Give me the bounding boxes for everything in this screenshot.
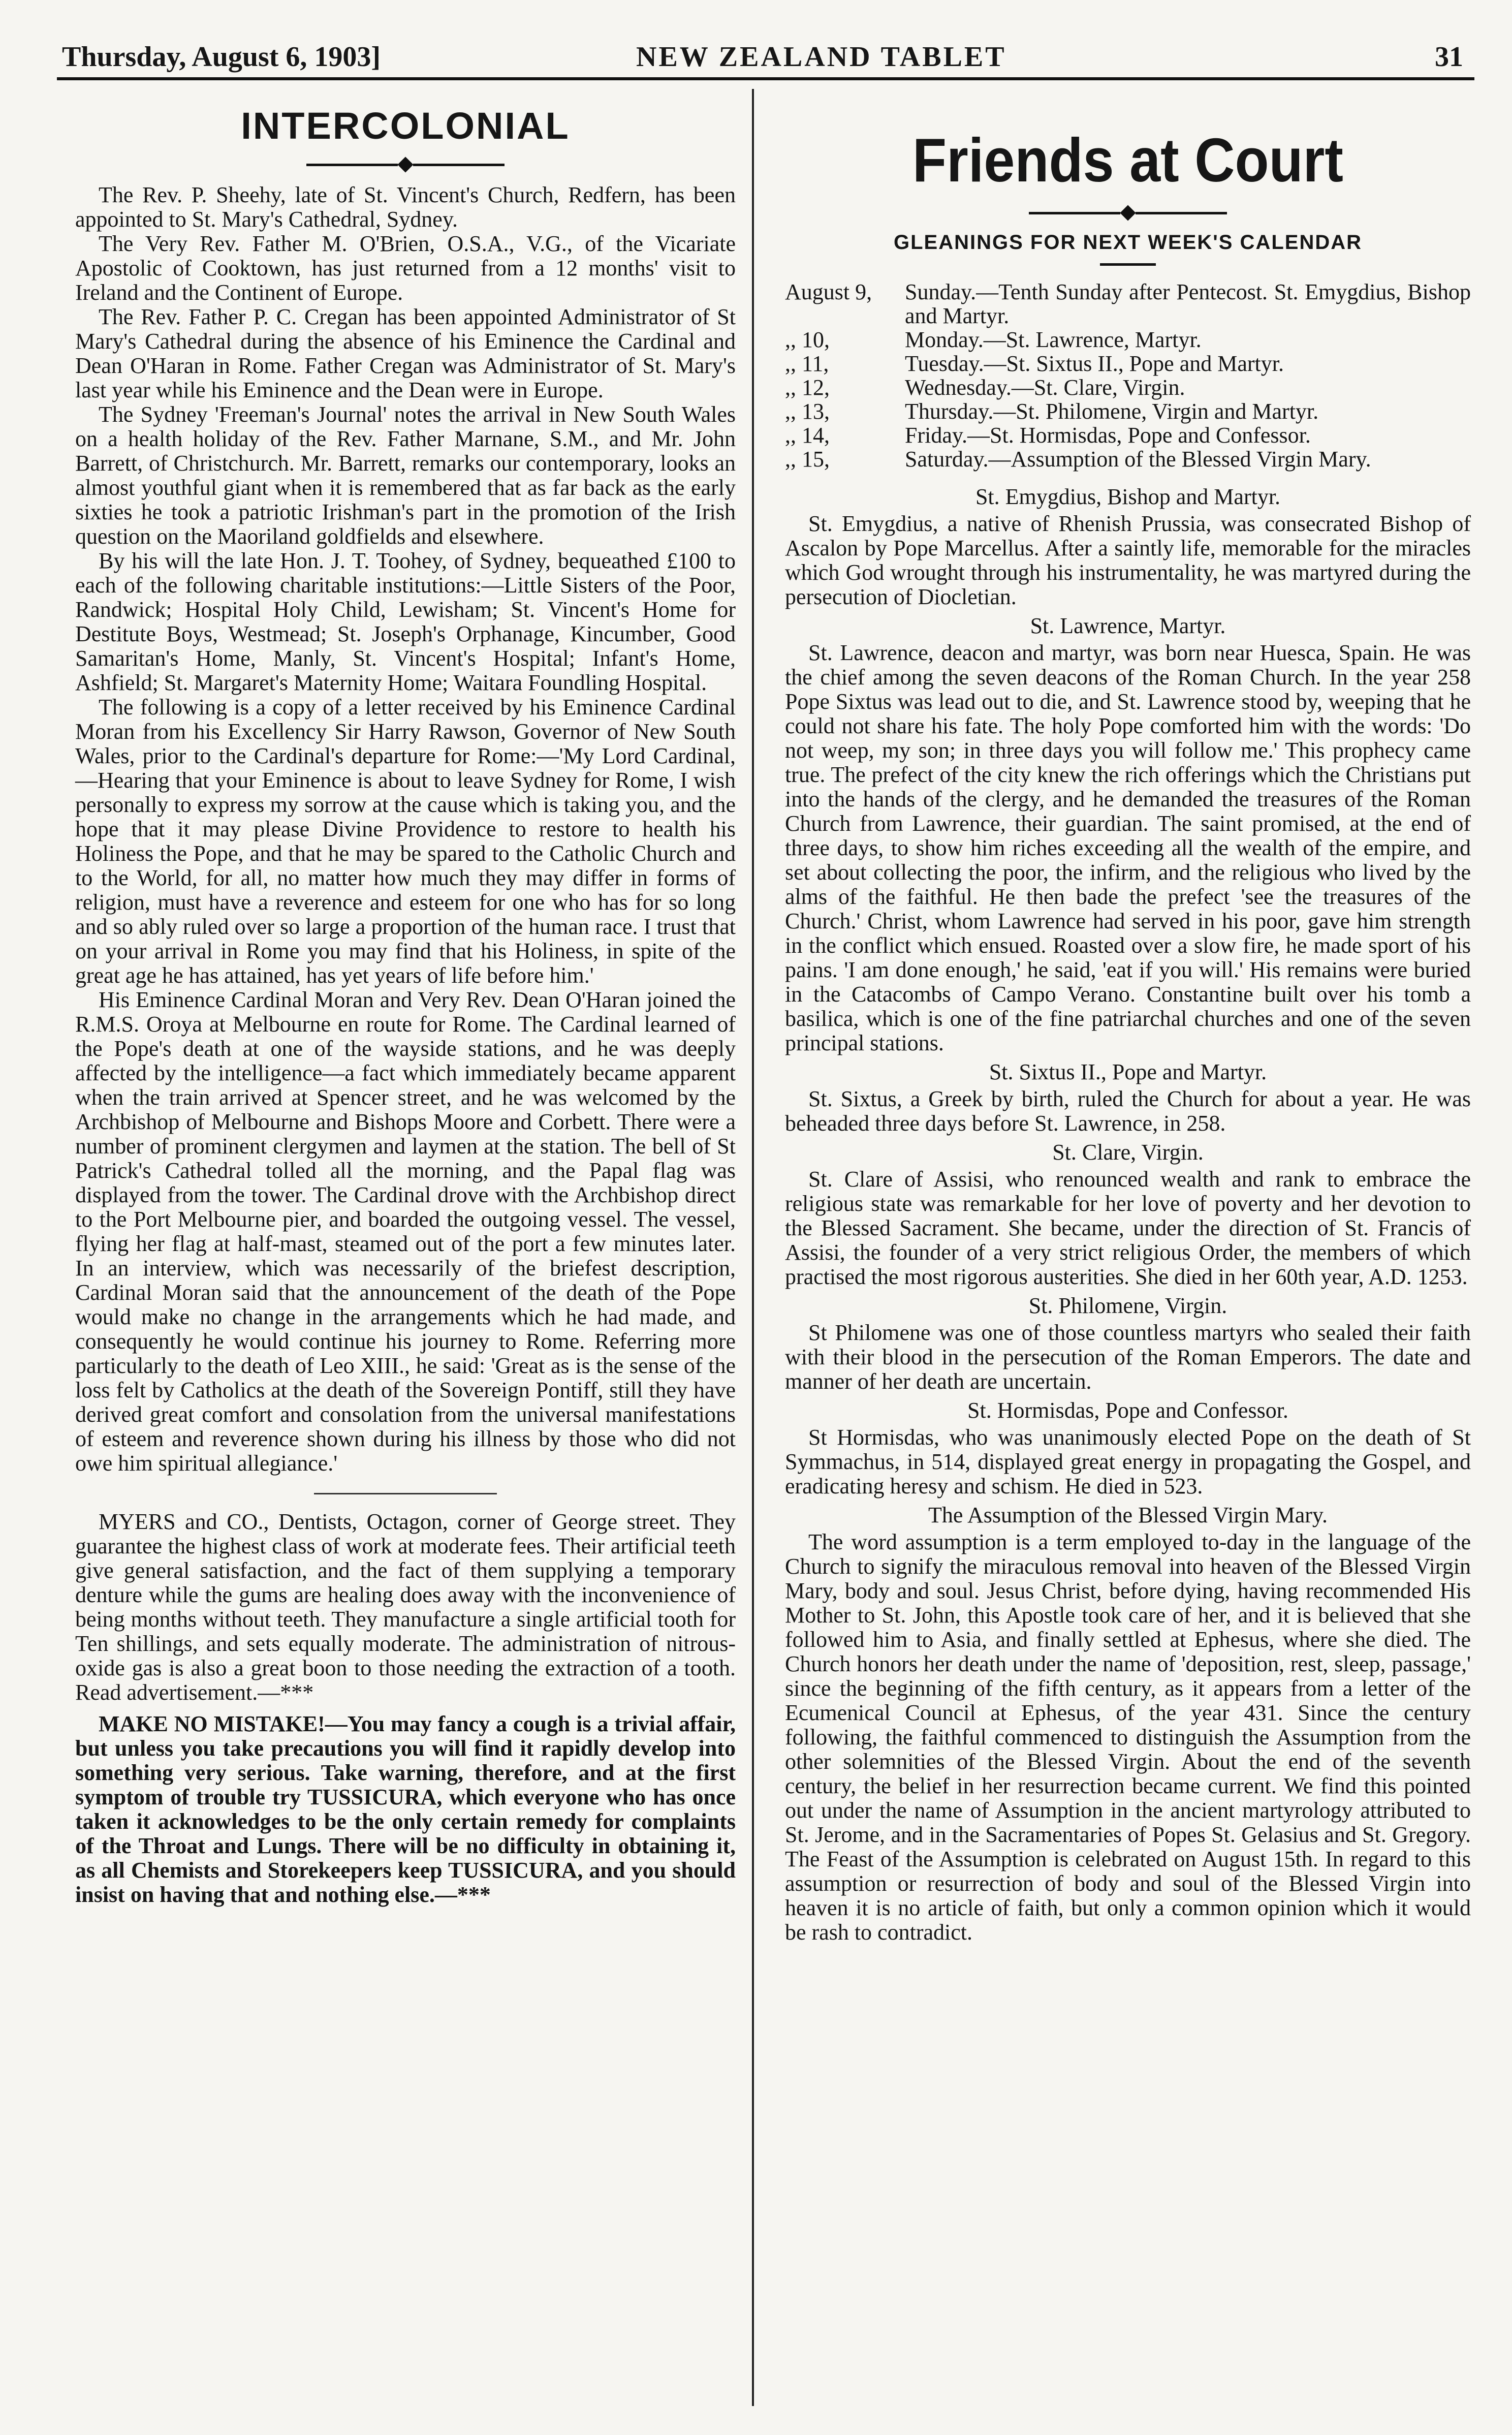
intercolonial-title: INTERCOLONIAL: [241, 105, 570, 147]
title-ornament: [785, 206, 1471, 220]
saint-heading: St. Sixtus II., Pope and Martyr.: [989, 1059, 1267, 1084]
page-header: [57, 30, 1469, 73]
header-date: Thursday, August 6, 1903]: [62, 41, 381, 73]
calendar-text: Thursday.—St. Philomene, Virgin and Martyr.: [905, 399, 1319, 424]
calendar-date: ,, 15,: [785, 447, 830, 472]
subtitle-rule: [1100, 263, 1156, 266]
left-column: [75, 104, 736, 1907]
saint-heading: The Assumption of the Blessed Virgin Mary.: [928, 1503, 1328, 1527]
saint-heading: St. Emygdius, Bishop and Martyr.: [975, 484, 1281, 509]
paragraph: By his will the late Hon. J. T. Toohey, of Sydney, bequeathed £100 to each of the following charitable institutions:—Little Sisters of the Poor, Randwick; Hospital Holy Child, Lewisham; St. Vincent's Home for Destitute Boys, Westmead; St. Joseph's Orphanage, Kincumber, Good Samaritan's Home, Manly, St. Vincent's Hospital; Infant's Home, Ashfield; St. Margaret's Maternity Home; Waitara Foundling Hospital.: [75, 548, 736, 695]
calendar-entry: [785, 280, 1471, 328]
advert-tussicura: MAKE NO MISTAKE!—You may fancy a cough is a trivial affair, but unless you take precautions you will find it rapidly develop into something very serious. Take warning, therefore, and at the first symptom of trouble try TUSSICURA, which everyone who has once taken it acknowledges to be the only certain remedy for complaints of the Throat and Lungs. There will be no difficulty in obtaining it, as all Chemists and Storekeepers keep TUSSICURA, and you should insist on having that and nothing else.—***: [75, 1711, 736, 1907]
saint-heading: St. Clare, Virgin.: [1052, 1140, 1204, 1165]
calendar-text: Sunday.—Tenth Sunday after Pentecost. St. Emygdius, Bishop and Martyr.: [905, 279, 1471, 328]
right-column: [785, 104, 1471, 1945]
saint-text: St. Emygdius, a native of Rhenish Prussia, was consecrated Bishop of Ascalon by Pope Marcellus. After a saintly life, memorable for the miracles which God wrought through his instrumentality, he was martyred during the persecution of Diocletian.: [785, 511, 1471, 609]
saint-text: St Philomene was one of those countless martyrs who sealed their faith with their blood in the persecution of the Roman Emperors. The date and manner of her death are uncertain.: [785, 1320, 1471, 1394]
paragraph: The Sydney 'Freeman's Journal' notes the arrival in New South Wales on a health holiday of the Rev. Father Marnane, S.M., and Mr. John Barrett, of Christchurch. Mr. Barrett, remarks our contemporary, looks an almost youthful giant when it is remembered that as far back as the early sixties he took a patriotic Irishman's part in the promotion of the Irish question on the Maoriland goldfields and elsewhere.: [75, 402, 736, 549]
calendar-text: Wednesday.—St. Clare, Virgin.: [905, 375, 1185, 400]
saint-text: St. Clare of Assisi, who renounced wealth and rank to embrace the religious state was remarkable for her love of poverty and her devotion to the Blessed Sacrament. She became, under the direction of St. Francis of Assisi, the founder of a very strict religious Order, the members of which practised the most rigorous austerities. She died in her 60th year, A.D. 1253.: [785, 1167, 1471, 1289]
calendar-text: Saturday.—Assumption of the Blessed Virgin Mary.: [905, 447, 1371, 472]
paragraph: The Very Rev. Father M. O'Brien, O.S.A., V.G., of the Vicariate Apostolic of Cooktown, has just returned from a 12 months' visit to Ireland and the Continent of Europe.: [75, 231, 736, 305]
calendar-entry: [785, 423, 1471, 447]
saint-text: St Hormisdas, who was unanimously elected Pope on the death of St Symmachus, in 514, displayed great energy in propagating the Gospel, and eradicating heresy and schism. He died in 523.: [785, 1425, 1471, 1499]
header-page-number: 31: [1435, 41, 1463, 73]
calendar-date: ,, 14,: [785, 423, 830, 448]
calendar-date: August 9,: [785, 279, 872, 304]
paragraph: His Eminence Cardinal Moran and Very Rev. Dean O'Haran joined the R.M.S. Oroya at Melbourne en route for Rome. The Cardinal learned of the Pope's death at one of the wayside stations, and he was deeply affected by the intelligence—a fact which immediately became apparent when the train arrived at Spencer street, and he was welcomed by the Archbishop of Melbourne and Bishops Moore and Corbett. There were a number of prominent clergymen and laymen at the station. The bell of St Patrick's Cathedral tolled all the morning, and the Papal flag was displayed from the tower. The Cardinal drove with the Archbishop direct to the Port Melbourne pier, and boarded the outgoing vessel. The vessel, flying her flag at half-mast, steamed out of the port a few minutes later. In an interview, which was necessarily of the briefest description, Cardinal Moran said that the announcement of the death of the Pope would make no change in the arrangements which he had made, and consequently he would continue his journey to Rome. Referring more particularly to the death of Leo XIII., he said: 'Great as is the sense of the loss felt by Catholics at the death of the Sovereign Pontiff, still they have derived great comfort and consolation from the universal manifestations of esteem and reverence shown during his illness by those who did not owe him spiritual allegiance.': [75, 987, 736, 1476]
paragraph: The Rev. P. Sheehy, late of St. Vincent's Church, Redfern, has been appointed to St. Mary's Cathedral, Sydney.: [75, 182, 736, 232]
paragraph: The Rev. Father P. C. Cregan has been appointed Administrator of St Mary's Cathedral during the absence of his Eminence the Cardinal and Dean O'Haran in Rome. Father Cregan was Administrator of St. Mary's last year while his Eminence and the Dean were in Europe.: [75, 304, 736, 402]
calendar-date: ,, 12,: [785, 375, 830, 400]
calendar-entry: [785, 399, 1471, 423]
advert-myers: MYERS and CO., Dentists, Octagon, corner of George street. They guarantee the highest class of work at moderate fees. Their artificial teeth give general satisfaction, and the fact of them supplying a temporary denture while the gums are healing does away with the inconvenience of being months without teeth. They manufacture a single artificial tooth for Ten shillings, and sets equally moderate. The administration of nitrous-oxide gas is also a great boon to those needing the extraction of a tooth. Read advertisement.—***: [75, 1509, 736, 1705]
column-divider: [752, 89, 754, 2406]
section-divider: [314, 1493, 497, 1494]
calendar-entry: [785, 328, 1471, 352]
header-publication: NEW ZEALAND TABLET: [636, 41, 1006, 73]
friends-at-court-title: Friends at Court: [912, 126, 1343, 195]
title-ornament: [75, 158, 736, 172]
calendar-date: ,, 11,: [785, 351, 829, 376]
saint-text: St. Sixtus, a Greek by birth, ruled the Church for about a year. He was beheaded three days before St. Lawrence, in 258.: [785, 1086, 1471, 1136]
saint-heading: St. Philomene, Virgin.: [1028, 1293, 1227, 1318]
calendar-entry: [785, 447, 1471, 471]
calendar-text: Monday.—St. Lawrence, Martyr.: [905, 327, 1202, 352]
calendar-list: [785, 280, 1471, 471]
saint-text: The word assumption is a term employed to-day in the language of the Church to signify the miraculous removal into heaven of the Blessed Virgin Mary, body and soul. Jesus Christ, before dying, having recommended His Mother to St. John, this Apostle took care of her, and it is believed that she followed him to Asia, and finally settled at Ephesus, where she died. The Church honors her death under the name of 'deposition, rest, sleep, passage,' since the beginning of the fifth century, as it appears from a letter of the Ecumenical Council at Ephesus, of the year 431. Since the century following, the faithful commenced to distinguish the Assumption from the other solemnities of the Blessed Virgin. About the end of the seventh century, the belief in her resurrection became current. We find this pointed out under the name of Assumption in the ancient martyrology attributed to St. Jerome, and in the Sacramentaries of Popes St. Gelasius and St. Gregory. The Feast of the Assumption is celebrated on August 15th. In regard to this assumption or resurrection of body and soul of the Blessed Virgin into heaven it is no article of faith, but only a common opinion which it would be rash to contradict.: [785, 1529, 1471, 1945]
calendar-entry: [785, 376, 1471, 399]
saint-text: St. Lawrence, deacon and martyr, was born near Huesca, Spain. He was the chief among the seven deacons of the Roman Church. In the year 258 Pope Sixtus was lead out to die, and St. Lawrence stood by, weeping that he could not share his fate. The holy Pope comforted him with the words: 'Do not weep, my son; in three days you will follow me.' This prophecy came true. The prefect of the city knew the rich offerings which the Christians put into the hands of the clergy, and he demanded the treasures of the Roman Church from Lawrence, their guardian. The saint promised, at the end of three days, to show him riches exceeding all the wealth of the empire, and set about collecting the poor, the infirm, and the religious who lived by the alms of the faithful. He then bade the prefect 'see the treasures of the Church.' Christ, whom Lawrence had served in his poor, gave him strength in the conflict which ensued. Roasted over a slow fire, he made sport of his pains. 'I am done enough,' he said, 'eat if you will.' His remains were buried in the Catacombs of Campo Verano. Constantine built over his tomb a basilica, which is one of the fine patriarchal churches and one of the seven principal stations.: [785, 640, 1471, 1055]
calendar-subtitle: GLEANINGS FOR NEXT WEEK'S CALENDAR: [894, 231, 1362, 254]
saint-heading: St. Hormisdas, Pope and Confessor.: [967, 1398, 1288, 1423]
calendar-date: ,, 10,: [785, 327, 830, 352]
paragraph: The following is a copy of a letter received by his Eminence Cardinal Moran from his Excellency Sir Harry Rawson, Governor of New South Wales, prior to the Cardinal's departure for Rome:—'My Lord Cardinal,—Hearing that your Eminence is about to leave Sydney for Rome, I wish personally to express my sorrow at the cause which is taking you, and the hope that it may please Divine Providence to restore to health his Holiness the Pope, and that he may be spared to the Catholic Church and to the World, for all, no matter how much they may differ in forms of religion, must have a reverence and esteem for one who has for so long and so ably ruled over so large a proportion of the human race. I trust that on your arrival in Rome you may find that his Holiness, in spite of the great age he has attained, has yet years of life before him.': [75, 695, 736, 988]
saint-heading: St. Lawrence, Martyr.: [1030, 613, 1226, 638]
header-rule: [57, 77, 1474, 80]
calendar-text: Friday.—St. Hormisdas, Pope and Confessor.: [905, 423, 1311, 448]
calendar-text: Tuesday.—St. Sixtus II., Pope and Martyr.: [905, 351, 1284, 376]
calendar-entry: [785, 352, 1471, 376]
calendar-date: ,, 13,: [785, 399, 830, 424]
